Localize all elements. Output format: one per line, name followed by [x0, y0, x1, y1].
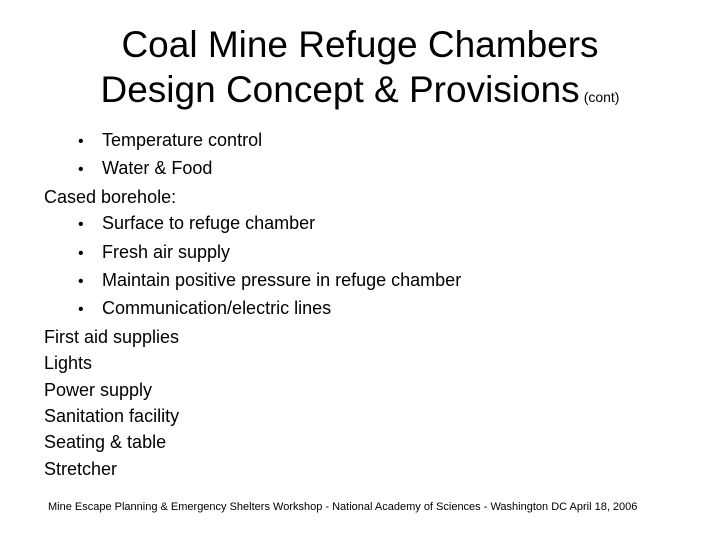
bullet-icon: •: [78, 133, 84, 150]
list-item-text: Stretcher: [44, 458, 118, 479]
bullet-list-item: [44, 127, 461, 155]
list-item: [44, 456, 461, 482]
list-item: [44, 350, 461, 376]
list-item-text: Power supply: [44, 379, 153, 400]
list-item: [44, 403, 461, 429]
list-item: [44, 377, 461, 403]
bullet-list-item: [44, 155, 461, 183]
provisions-list: [44, 127, 461, 482]
slide-footer: Mine Escape Planning & Emergency Shelters Workshop - National Academy of Sciences - Washington DC April 18, 2006: [48, 501, 638, 513]
list-item-text: Fresh air supply: [102, 241, 231, 262]
bullet-icon: •: [78, 301, 84, 319]
bullet-list-item: [44, 267, 461, 295]
slide-title-suffix: (cont): [583, 89, 620, 105]
list-item-text: Water & Food: [102, 158, 213, 179]
list-item: [44, 429, 461, 455]
list-item: [44, 184, 461, 210]
list-item-text: Communication/electric lines: [102, 298, 332, 319]
slide-title-main-text: Design Concept & Provisions: [100, 69, 580, 110]
list-item-text: Maintain positive pressure in refuge chamber: [102, 270, 462, 291]
list-item-text: Temperature control: [102, 130, 263, 150]
list-item-text: Lights: [44, 353, 93, 374]
bullet-icon: •: [78, 216, 84, 234]
bullet-list-item: [44, 210, 461, 238]
list-item-text: Cased borehole:: [44, 186, 177, 207]
bullet-icon: •: [78, 161, 84, 179]
list-item-text: Surface to refuge chamber: [102, 213, 316, 234]
list-item-text: Seating & table: [44, 432, 167, 453]
slide-title-line-1: Coal Mine Refuge Chambers: [121, 24, 599, 65]
slide-title-line-2: [0, 67, 720, 120]
bullet-list-item: [44, 239, 461, 267]
list-item-text: Sanitation facility: [44, 406, 180, 427]
slide-title: [0, 22, 720, 120]
list-item-text: First aid supplies: [44, 326, 180, 347]
list-item: [44, 324, 461, 350]
bullet-list-item: [44, 295, 461, 323]
bullet-icon: •: [78, 273, 84, 291]
bullet-icon: •: [78, 244, 84, 262]
